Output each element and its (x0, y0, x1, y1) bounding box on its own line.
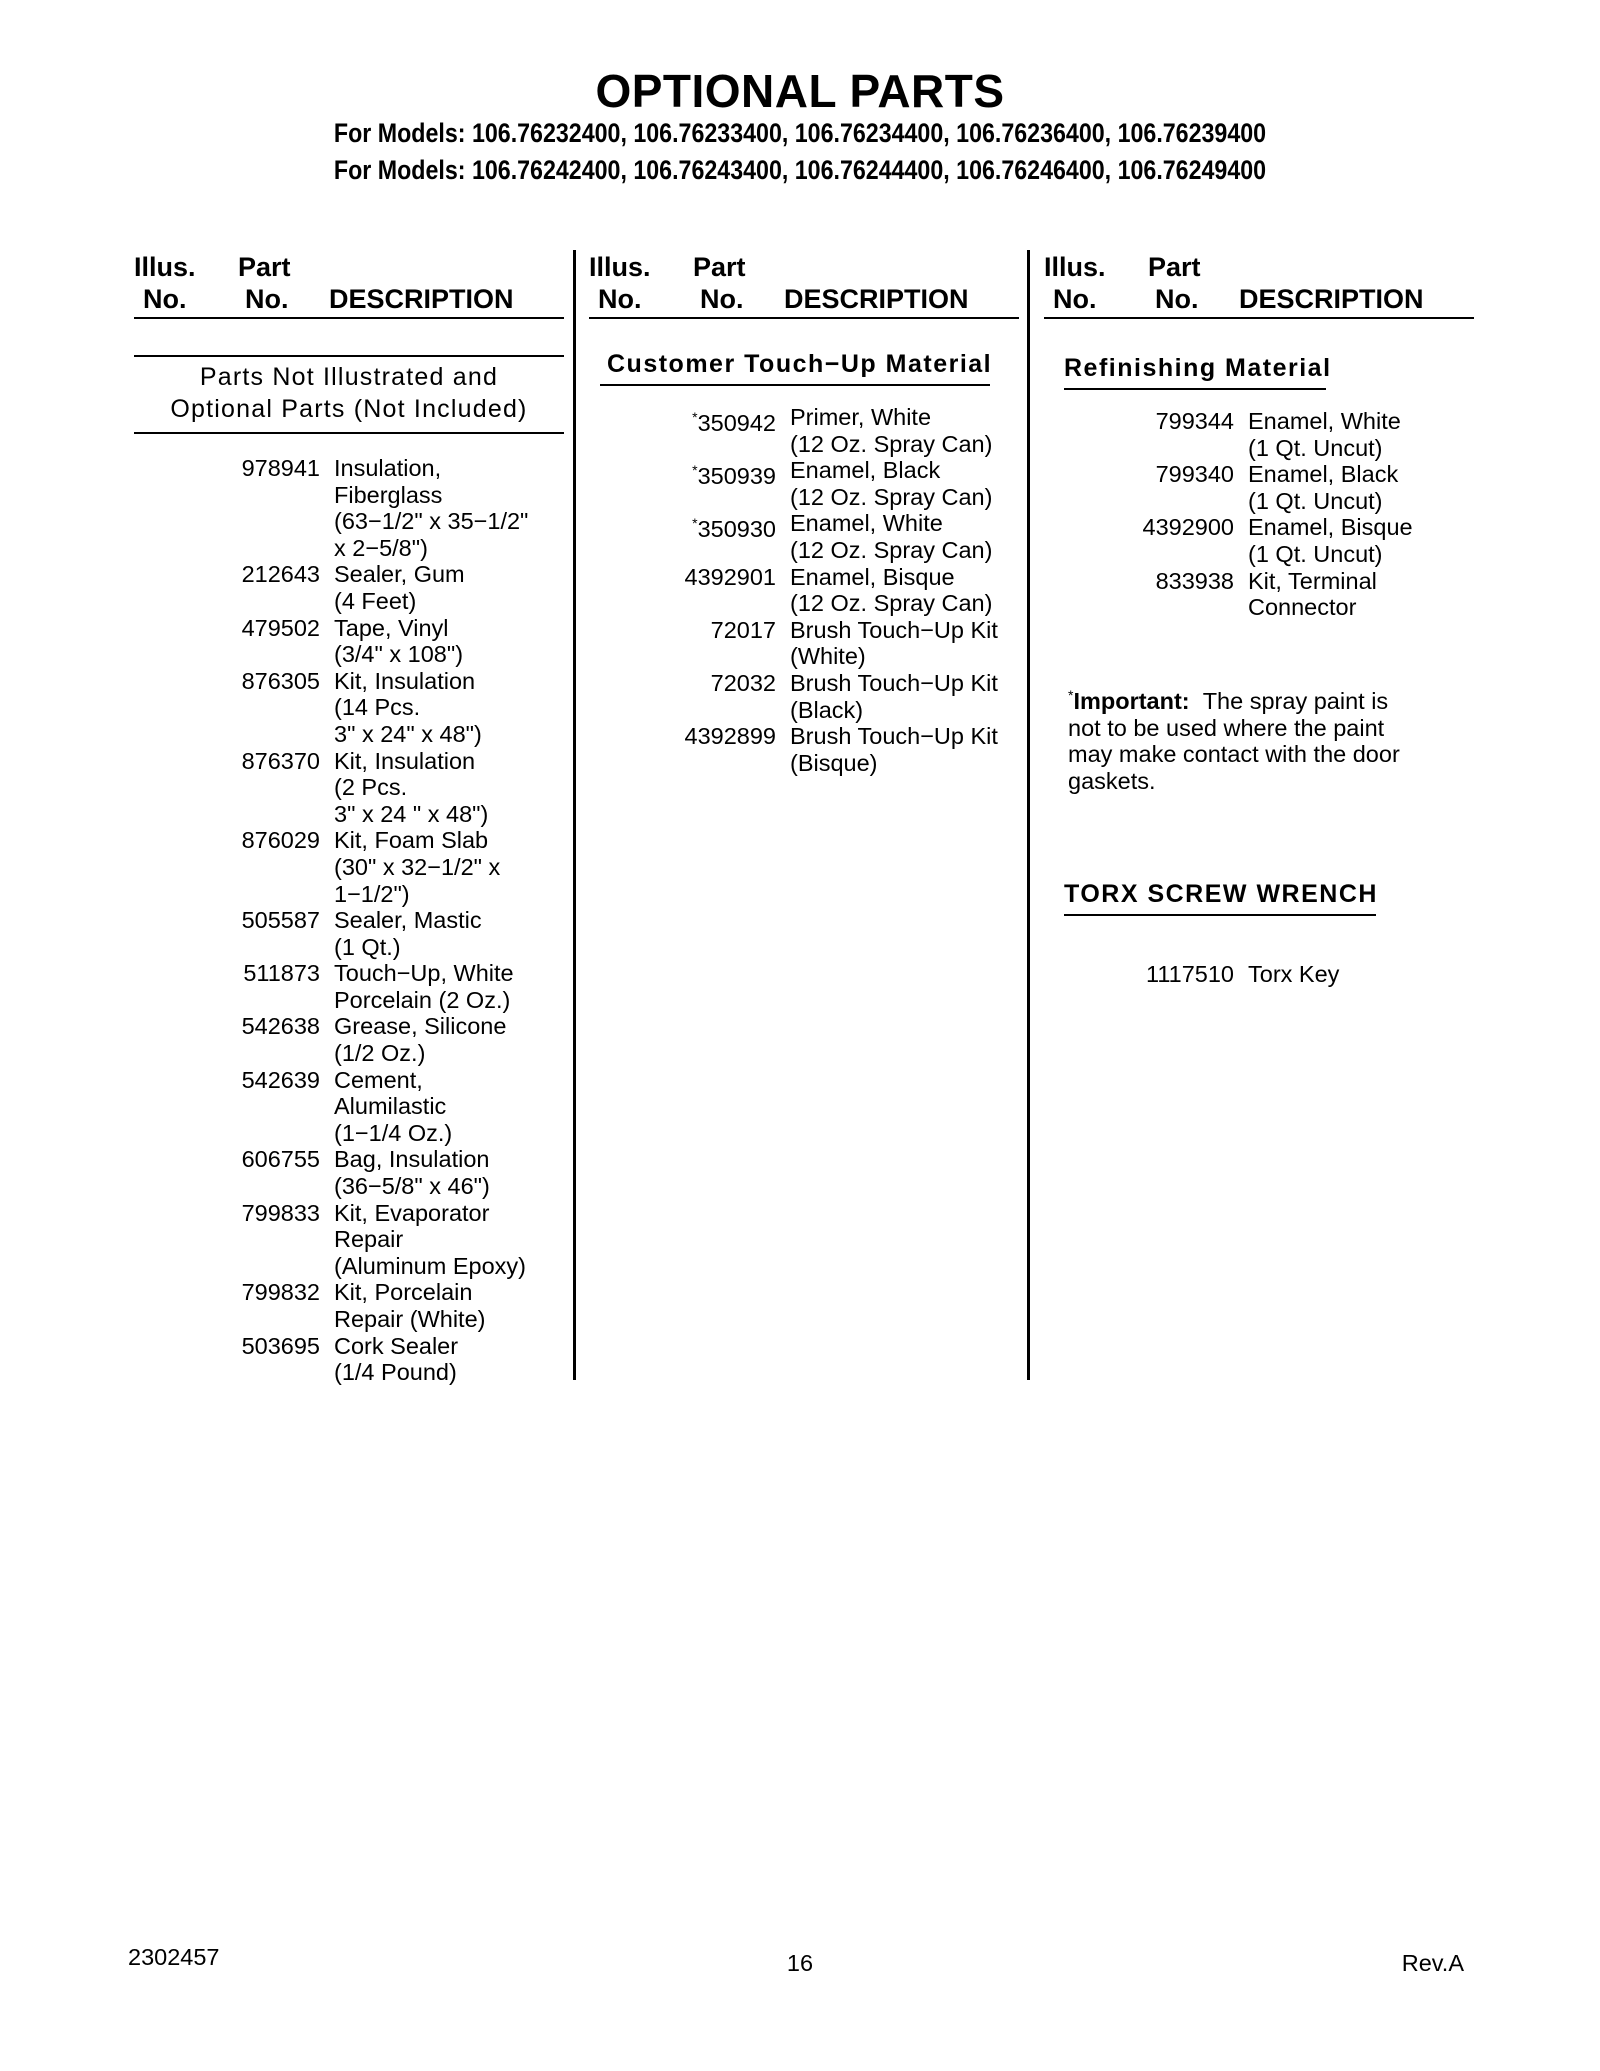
part-number-text: 503695 (241, 1332, 320, 1359)
part-number-text: 876305 (241, 667, 320, 694)
list-item (676, 564, 998, 617)
part-description: Primer, White (12 Oz. Spray Can) (790, 404, 993, 457)
part-number-text: 72017 (710, 616, 776, 643)
part-description: Kit, Terminal Connector (1248, 567, 1377, 621)
parts-list-col-2 (676, 404, 998, 776)
list-item (676, 457, 998, 510)
part-number (220, 748, 320, 828)
section-title-torx: TORX SCREW WRENCH (1064, 880, 1378, 908)
asterisk-mark: * (692, 462, 698, 479)
part-description: Touch−Up, White Porcelain (2 Oz.) (334, 960, 514, 1013)
part-number-text: 4392899 (684, 723, 776, 750)
section-title-touch-up: Customer Touch−Up Material (607, 350, 993, 378)
part-number-text: 4392901 (684, 563, 776, 590)
part-description: Kit, Foam Slab (30" x 32−1/2" x 1−1/2") (334, 827, 501, 907)
part-number (676, 510, 776, 563)
part-description: Tape, Vinyl (3/4" x 108") (334, 614, 464, 668)
list-item (220, 1013, 528, 1066)
header-rule (589, 317, 1019, 319)
part-description: Enamel, White (12 Oz. Spray Can) (790, 510, 993, 563)
page-number: 16 (786, 1950, 814, 1976)
list-item (220, 1279, 528, 1332)
part-number (220, 827, 320, 907)
part-description: Bag, Insulation (36−5/8" x 46") (334, 1146, 490, 1200)
part-description: Grease, Silicone (1/2 Oz.) (334, 1013, 507, 1067)
part-number-text: 799340 (1155, 461, 1234, 488)
illus-label: Illus. (1044, 252, 1106, 282)
note-text: The spray paint is not to be used where the paint may make contact with the door gaskets. (1068, 688, 1400, 794)
models-line-2: For Models: 106.76242400, 106.76243400, 106.76244400, 106.76246400, 106.76249400 (333, 155, 1267, 185)
part-number-text: 511873 (243, 960, 320, 987)
part-number-text: 4392900 (1142, 514, 1234, 541)
list-item (1134, 461, 1413, 514)
part-number (1134, 408, 1234, 461)
part-number (220, 960, 320, 1013)
important-note (1068, 682, 1448, 794)
part-number-text: 350942 (697, 410, 776, 436)
list-item (220, 960, 528, 1013)
list-item (220, 1067, 528, 1147)
part-number (220, 907, 320, 960)
list-item (220, 748, 528, 828)
list-item (220, 1146, 528, 1199)
list-item (1134, 961, 1339, 988)
part-description: Enamel, White (1 Qt. Uncut) (1248, 408, 1401, 461)
part-label: Part (238, 252, 291, 282)
list-item (676, 723, 998, 776)
list-item (220, 1200, 528, 1280)
header-rule (1044, 317, 1474, 319)
doc-number: 2302457 (128, 1944, 220, 1970)
part-description: Sealer, Gum (4 Feet) (334, 561, 465, 614)
part-label: Part (693, 252, 746, 282)
part-description: Enamel, Black (1 Qt. Uncut) (1248, 461, 1399, 514)
asterisk-mark: * (692, 409, 698, 425)
part-number (676, 457, 776, 510)
description-label: DESCRIPTION (784, 284, 969, 314)
part-number (220, 561, 320, 614)
part-number-text: 505587 (241, 907, 320, 934)
section-title-refinishing: Refinishing Material (1064, 354, 1332, 382)
part-description: Kit, Porcelain Repair (White) (334, 1279, 486, 1332)
description-label: DESCRIPTION (329, 284, 514, 314)
part-number-text: 72032 (710, 669, 776, 696)
list-item (676, 510, 998, 563)
part-description: Brush Touch−Up Kit (White) (790, 616, 998, 670)
part-number (220, 1200, 320, 1280)
part-number-text: 876370 (241, 747, 320, 774)
part-number (1134, 514, 1234, 567)
part-description: Kit, Insulation (14 Pcs. 3" x 24" x 48") (334, 667, 482, 747)
part-number-text: 479502 (241, 614, 320, 641)
part-number (676, 564, 776, 617)
part-number (676, 670, 776, 723)
part-number (1134, 461, 1234, 514)
section-title-line-2: Optional Parts (Not Included) (170, 395, 528, 423)
list-item (220, 668, 528, 748)
illus-no-label: No. (1053, 284, 1097, 314)
part-description: Brush Touch−Up Kit (Black) (790, 669, 998, 723)
part-number-text: 978941 (241, 455, 320, 481)
illus-no-label: No. (598, 284, 642, 314)
asterisk-mark: * (692, 515, 698, 532)
part-number-text: 799344 (1155, 408, 1234, 434)
part-number (676, 617, 776, 670)
part-description: Enamel, Bisque (12 Oz. Spray Can) (790, 563, 993, 617)
part-description: Cement, Alumilastic (1−1/4 Oz.) (334, 1066, 453, 1146)
page-title: OPTIONAL PARTS (595, 65, 1005, 117)
part-number-text: 606755 (241, 1146, 320, 1173)
section-bottom-rule (134, 432, 564, 434)
note-star: * (1068, 687, 1074, 703)
part-number-text: 876029 (241, 827, 320, 854)
list-item (1134, 408, 1413, 461)
list-item (220, 827, 528, 907)
part-number (676, 723, 776, 776)
part-description: Brush Touch−Up Kit (Bisque) (790, 723, 998, 776)
section-title-line-1: Parts Not Illustrated and (199, 363, 499, 391)
illus-no-label: No. (143, 284, 187, 314)
section-title-rule (600, 384, 990, 386)
parts-list-col-3 (1134, 408, 1413, 621)
part-number-text: 542638 (241, 1013, 320, 1040)
part-number (1134, 961, 1234, 988)
part-description: Kit, Evaporator Repair (Aluminum Epoxy) (334, 1199, 526, 1279)
part-number-text: 1117510 (1146, 961, 1234, 987)
part-number (220, 615, 320, 668)
part-no-label: No. (700, 284, 744, 314)
part-number-text: 799832 (241, 1279, 320, 1306)
part-description: Torx Key (1248, 961, 1340, 987)
part-description: Enamel, Bisque (1 Qt. Uncut) (1248, 514, 1413, 567)
list-item (676, 670, 998, 723)
part-number (1134, 568, 1234, 621)
section-top-rule (134, 355, 564, 357)
part-description: Kit, Insulation (2 Pcs. 3" x 24 " x 48") (334, 747, 489, 827)
part-no-label: No. (245, 284, 289, 314)
part-number (220, 1013, 320, 1066)
list-item (1134, 568, 1413, 621)
header-rule (134, 317, 564, 319)
illus-label: Illus. (589, 252, 651, 282)
list-item (676, 617, 998, 670)
part-description: Insulation, Fiberglass (63−1/2" x 35−1/2" x 2−5/8") (334, 455, 529, 561)
part-number (220, 1333, 320, 1386)
part-number-text: 799833 (241, 1199, 320, 1226)
description-label: DESCRIPTION (1239, 284, 1424, 314)
list-item (220, 561, 528, 614)
list-item (676, 404, 998, 457)
part-number (220, 1146, 320, 1199)
part-number (220, 455, 320, 561)
column-divider-1 (573, 250, 576, 1380)
section-title-rule (1064, 388, 1326, 390)
list-item (220, 455, 528, 561)
part-number (676, 404, 776, 457)
part-number-text: 833938 (1155, 567, 1234, 594)
part-description: Cork Sealer (1/4 Pound) (334, 1332, 459, 1386)
revision: Rev.A (1401, 1950, 1464, 1976)
models-line-1: For Models: 106.76232400, 106.76233400, 106.76234400, 106.76236400, 106.76239400 (333, 118, 1267, 148)
illus-label: Illus. (134, 252, 196, 282)
part-description: Sealer, Mastic (1 Qt.) (334, 907, 482, 960)
parts-list-col-3-torx (1134, 961, 1339, 988)
parts-list-col-1 (220, 455, 528, 1386)
part-number-text: 542639 (241, 1066, 320, 1093)
part-label: Part (1148, 252, 1201, 282)
list-item (220, 615, 528, 668)
column-divider-2 (1027, 250, 1030, 1380)
part-number-text: 350939 (697, 463, 776, 490)
part-no-label: No. (1155, 284, 1199, 314)
part-number-text: 212643 (241, 561, 320, 588)
part-number-text: 350930 (697, 516, 776, 543)
part-number (220, 1279, 320, 1332)
list-item (220, 1333, 528, 1386)
part-description: Enamel, Black (12 Oz. Spray Can) (790, 457, 993, 510)
part-number (220, 1067, 320, 1147)
part-number (220, 668, 320, 748)
note-label: Important: (1073, 688, 1190, 714)
list-item (1134, 514, 1413, 567)
section-title-rule (1064, 914, 1376, 916)
list-item (220, 907, 528, 960)
